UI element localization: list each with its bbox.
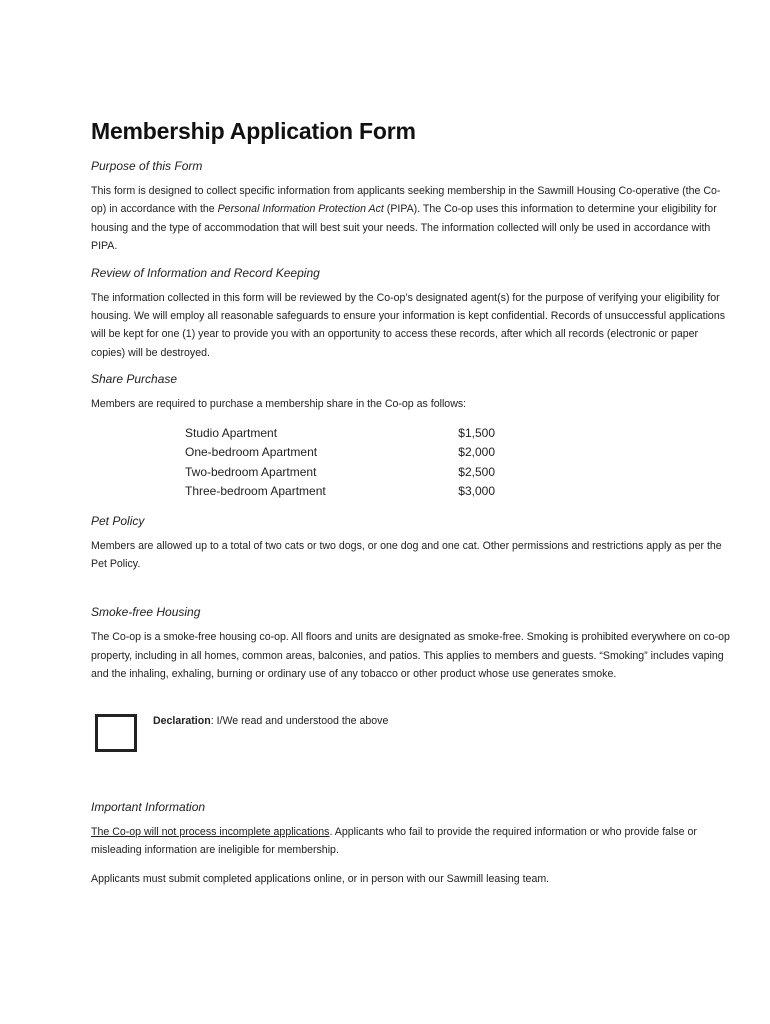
purpose-text: [91, 182, 731, 256]
unit-price: $2,500: [458, 464, 495, 479]
page-title: Membership Application Form: [91, 118, 416, 144]
important-heading: Important Information: [91, 799, 206, 814]
purpose-text-before: This form is designed to collect specific information from applicants seeking membership in the Sawmill Housing Co-operative (the Co-op) in accordance with the: [91, 185, 721, 216]
share-row-three-bedroom: [185, 482, 495, 502]
unit-type: One-bedroom Apartment: [185, 445, 318, 460]
submit-text: Applicants must submit completed applications online, or in person with our Sawmill leasing team.: [91, 872, 550, 885]
unit-price: $3,000: [458, 484, 495, 499]
declaration-label: Declaration: [153, 714, 211, 727]
share-row-studio: [185, 424, 495, 444]
unit-price: $2,000: [458, 445, 495, 460]
pet-text: Members are allowed up to a total of two cats or two dogs, or one dog and one cat. Other permissions and restrictions apply as per the Pet Policy.: [91, 539, 722, 571]
share-row-one-bedroom: [185, 443, 495, 463]
declaration-statement: : I/We read and understood the above: [210, 714, 389, 727]
share-heading: Share Purchase: [91, 372, 178, 387]
important-text: [91, 823, 731, 860]
important-underlined: The Co-op will not process incomplete applications: [91, 825, 330, 838]
share-intro: Members are required to purchase a membership share in the Co-op as follows:: [91, 398, 467, 411]
smoke-heading: Smoke-free Housing: [91, 605, 201, 620]
smoke-text: The Co-op is a smoke-free housing co-op. All floors and units are designated as smoke-free. Smoking is prohibited everywhere on co-op property, including in all homes, common areas, balconies, and patios. This applies to members and guests. “Smoking” includes vaping and the inhaling, exhaling, burning or ordinary use of any tobacco or other product whose use generates smoke.: [91, 631, 730, 681]
review-text: The information collected in this form will be reviewed by the Co-op’s designated agent(s) for the purpose of verifying your eligibility for housing. We will employ all reasonable safeguards to ensure your information is kept confidential. Records of unsuccessful applications will be kept for one (1) year to provide you with an opportunity to access these records, after which all records (electronic or paper copies) will be destroyed.: [91, 291, 726, 359]
pet-heading: Pet Policy: [91, 513, 145, 528]
review-heading: Review of Information and Record Keeping: [91, 265, 320, 280]
unit-type: Two-bedroom Apartment: [185, 464, 317, 479]
declaration-checkbox[interactable]: [95, 714, 137, 752]
declaration-text: [153, 715, 388, 727]
declaration-row: [95, 710, 731, 800]
unit-price: $1,500: [458, 425, 495, 440]
share-row-two-bedroom: [185, 463, 495, 483]
form-page: [91, 118, 731, 898]
act-name: Personal Information Protection Act: [217, 203, 384, 216]
important-text-after: . Applicants who fail to provide the required information or who provide false or misleading information are ineligible for membership.: [91, 825, 697, 857]
purpose-heading: Purpose of this Form: [91, 159, 203, 173]
purpose-text-after: (PIPA). The Co-op uses this information to determine your eligibility for housing and the type of accommodation that will best suit your needs. The information collected will only be used in accordance with PIPA.: [91, 203, 717, 253]
unit-type: Studio Apartment: [185, 425, 278, 440]
unit-type: Three-bedroom Apartment: [185, 484, 326, 499]
share-price-list: [185, 424, 495, 502]
